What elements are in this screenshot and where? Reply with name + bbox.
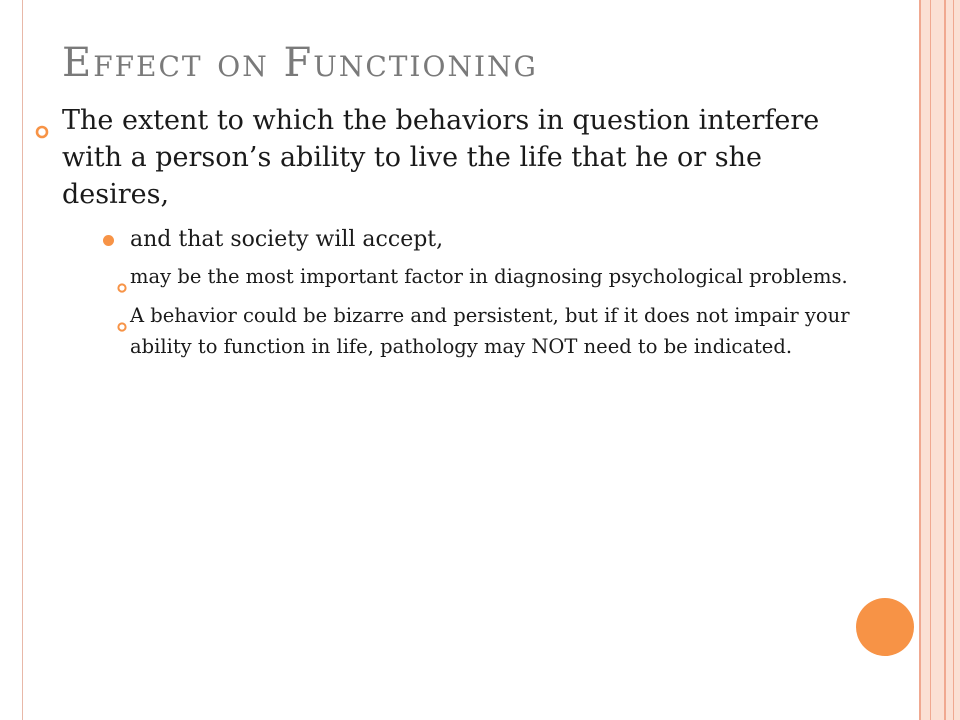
band-stripe [944, 0, 946, 720]
bullet-list [34, 102, 914, 362]
bullet-text: A behavior could be bizarre and persistent, but if it does not impair your ability to function in life, pathology may NOT need to be indicated. [130, 304, 850, 358]
bullet-item-detail [34, 261, 890, 292]
orange-dot-bullet-icon [103, 235, 114, 246]
bullet-text: may be the most important factor in diagnosing psychological problems. [130, 265, 848, 288]
band-stripe [953, 0, 954, 720]
orange-ring-bullet-icon [117, 271, 127, 281]
bullet-text: The extent to which the behaviors in question interfere with a person’s ability to live the life that he or she desires, [62, 105, 820, 210]
orange-ring-bullet-icon [35, 112, 49, 126]
band-stripe [930, 0, 931, 720]
left-border-line [22, 0, 23, 720]
bullet-item-detail [34, 300, 890, 362]
slide-title: Effect on Functioning [62, 40, 538, 86]
band-stripe [919, 0, 921, 720]
bullet-text: and that society will accept, [130, 227, 444, 252]
orange-ring-bullet-icon [117, 310, 127, 320]
bullet-item-sub [34, 225, 914, 255]
orange-circle-icon [856, 598, 914, 656]
bullet-item-main [34, 102, 852, 213]
